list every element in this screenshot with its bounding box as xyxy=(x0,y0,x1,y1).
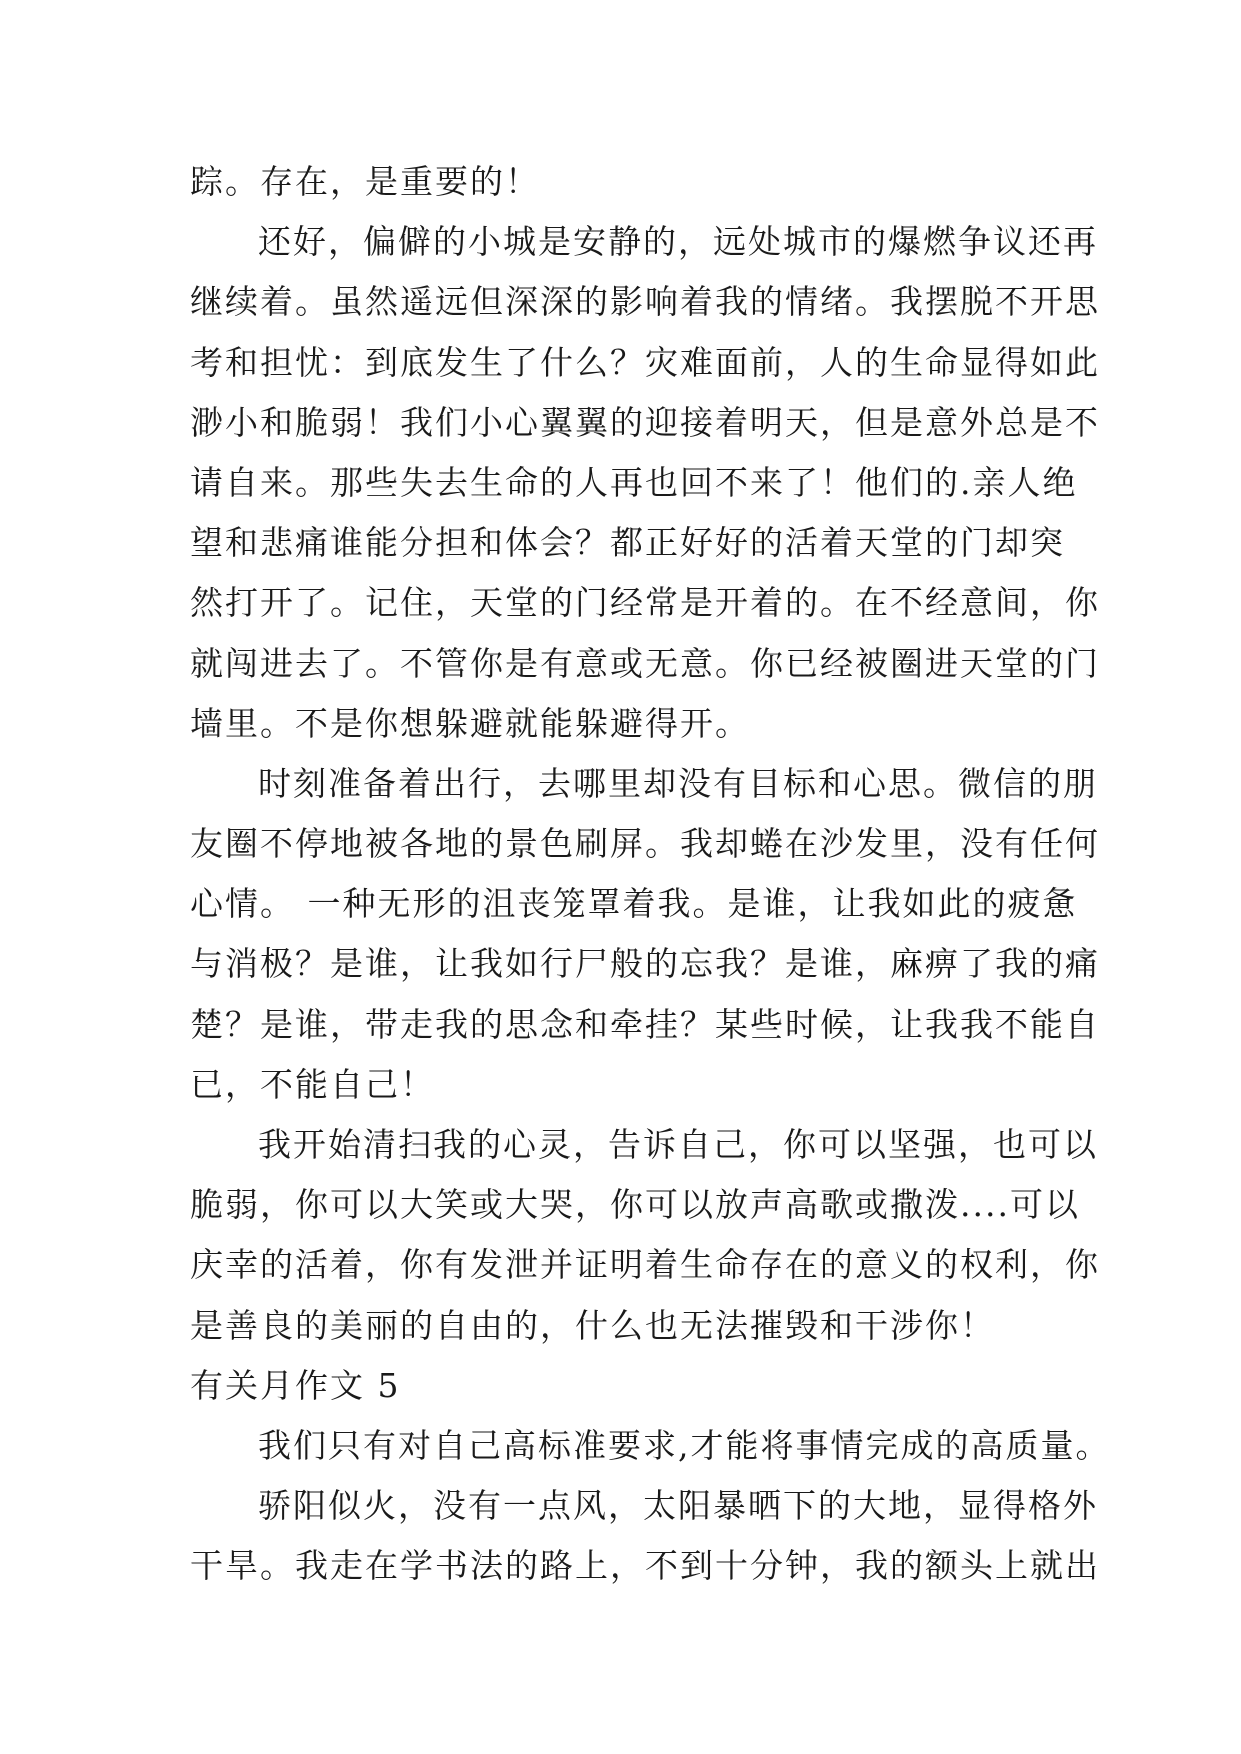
text-line: 脆弱，你可以大笑或大哭，你可以放声高歌或撒泼....可以 xyxy=(190,1185,1080,1225)
text-line: 庆幸的活着，你有发泄并证明着生命存在的意义的权利，你 xyxy=(190,1245,1100,1285)
paragraph-first-line: 还好，偏僻的小城是安静的，远处城市的爆燃争议还再 xyxy=(258,222,1098,262)
paragraph-first-line: 我开始清扫我的心灵，告诉自己，你可以坚强，也可以 xyxy=(258,1125,1098,1164)
text-line: 考和担忧：到底发生了什么？灾难面前，人的生命显得如此 xyxy=(190,342,1100,382)
text-line: 楚？是谁，带走我的思念和牵挂？某些时候，让我我不能自 xyxy=(190,1004,1100,1044)
text-line: 就闯进去了。不管你是有意或无意。你已经被圈进天堂的门 xyxy=(190,643,1100,683)
text-line: 踪。存在，是重要的！ xyxy=(190,162,540,201)
paragraph-first-line: 我们只有对自己高标准要求,才能将事情完成的高质量。 xyxy=(258,1425,1111,1465)
text-line: 请自来。那些失去生命的人再也回不来了！他们的.亲人绝 xyxy=(190,462,1078,502)
document-body xyxy=(190,152,1111,1597)
text-line: 墙里。不是你想躲避就能躲避得开。 xyxy=(190,703,750,743)
text-line: 友圈不停地被各地的景色刷屏。我却蜷在沙发里，没有任何 xyxy=(190,824,1100,864)
text-line: 已，不能自己！ xyxy=(190,1064,435,1104)
text-line: 渺小和脆弱！我们小心翼翼的迎接着明天，但是意外总是不 xyxy=(190,402,1100,442)
text-line: 干旱。我走在学书法的路上，不到十分钟，我的额头上就出 xyxy=(190,1546,1100,1586)
text-line: 继续着。虽然遥远但深深的影响着我的情绪。我摆脱不开思 xyxy=(190,282,1100,322)
text-line: 心情。 一种无形的沮丧笼罩着我。是谁，让我如此的疲惫 xyxy=(190,884,1078,924)
paragraph-first-line: 骄阳似火，没有一点风，太阳暴晒下的大地，显得格外 xyxy=(258,1486,1098,1526)
text-line: 望和悲痛谁能分担和体会？都正好好的活着天堂的门却突 xyxy=(190,523,1065,563)
text-line: 与消极？是谁，让我如行尸般的忘我？是谁，麻痹了我的痛 xyxy=(190,944,1100,984)
text-line: 是善良的美丽的自由的，什么也无法摧毁和干涉你！ xyxy=(190,1305,995,1345)
section-heading: 有关月作文 5 xyxy=(190,1365,401,1405)
paragraph-first-line: 时刻准备着出行，去哪里却没有目标和心思。微信的朋 xyxy=(258,763,1098,803)
text-line: 然打开了。记住，天堂的门经常是开着的。在不经意间，你 xyxy=(190,583,1100,623)
